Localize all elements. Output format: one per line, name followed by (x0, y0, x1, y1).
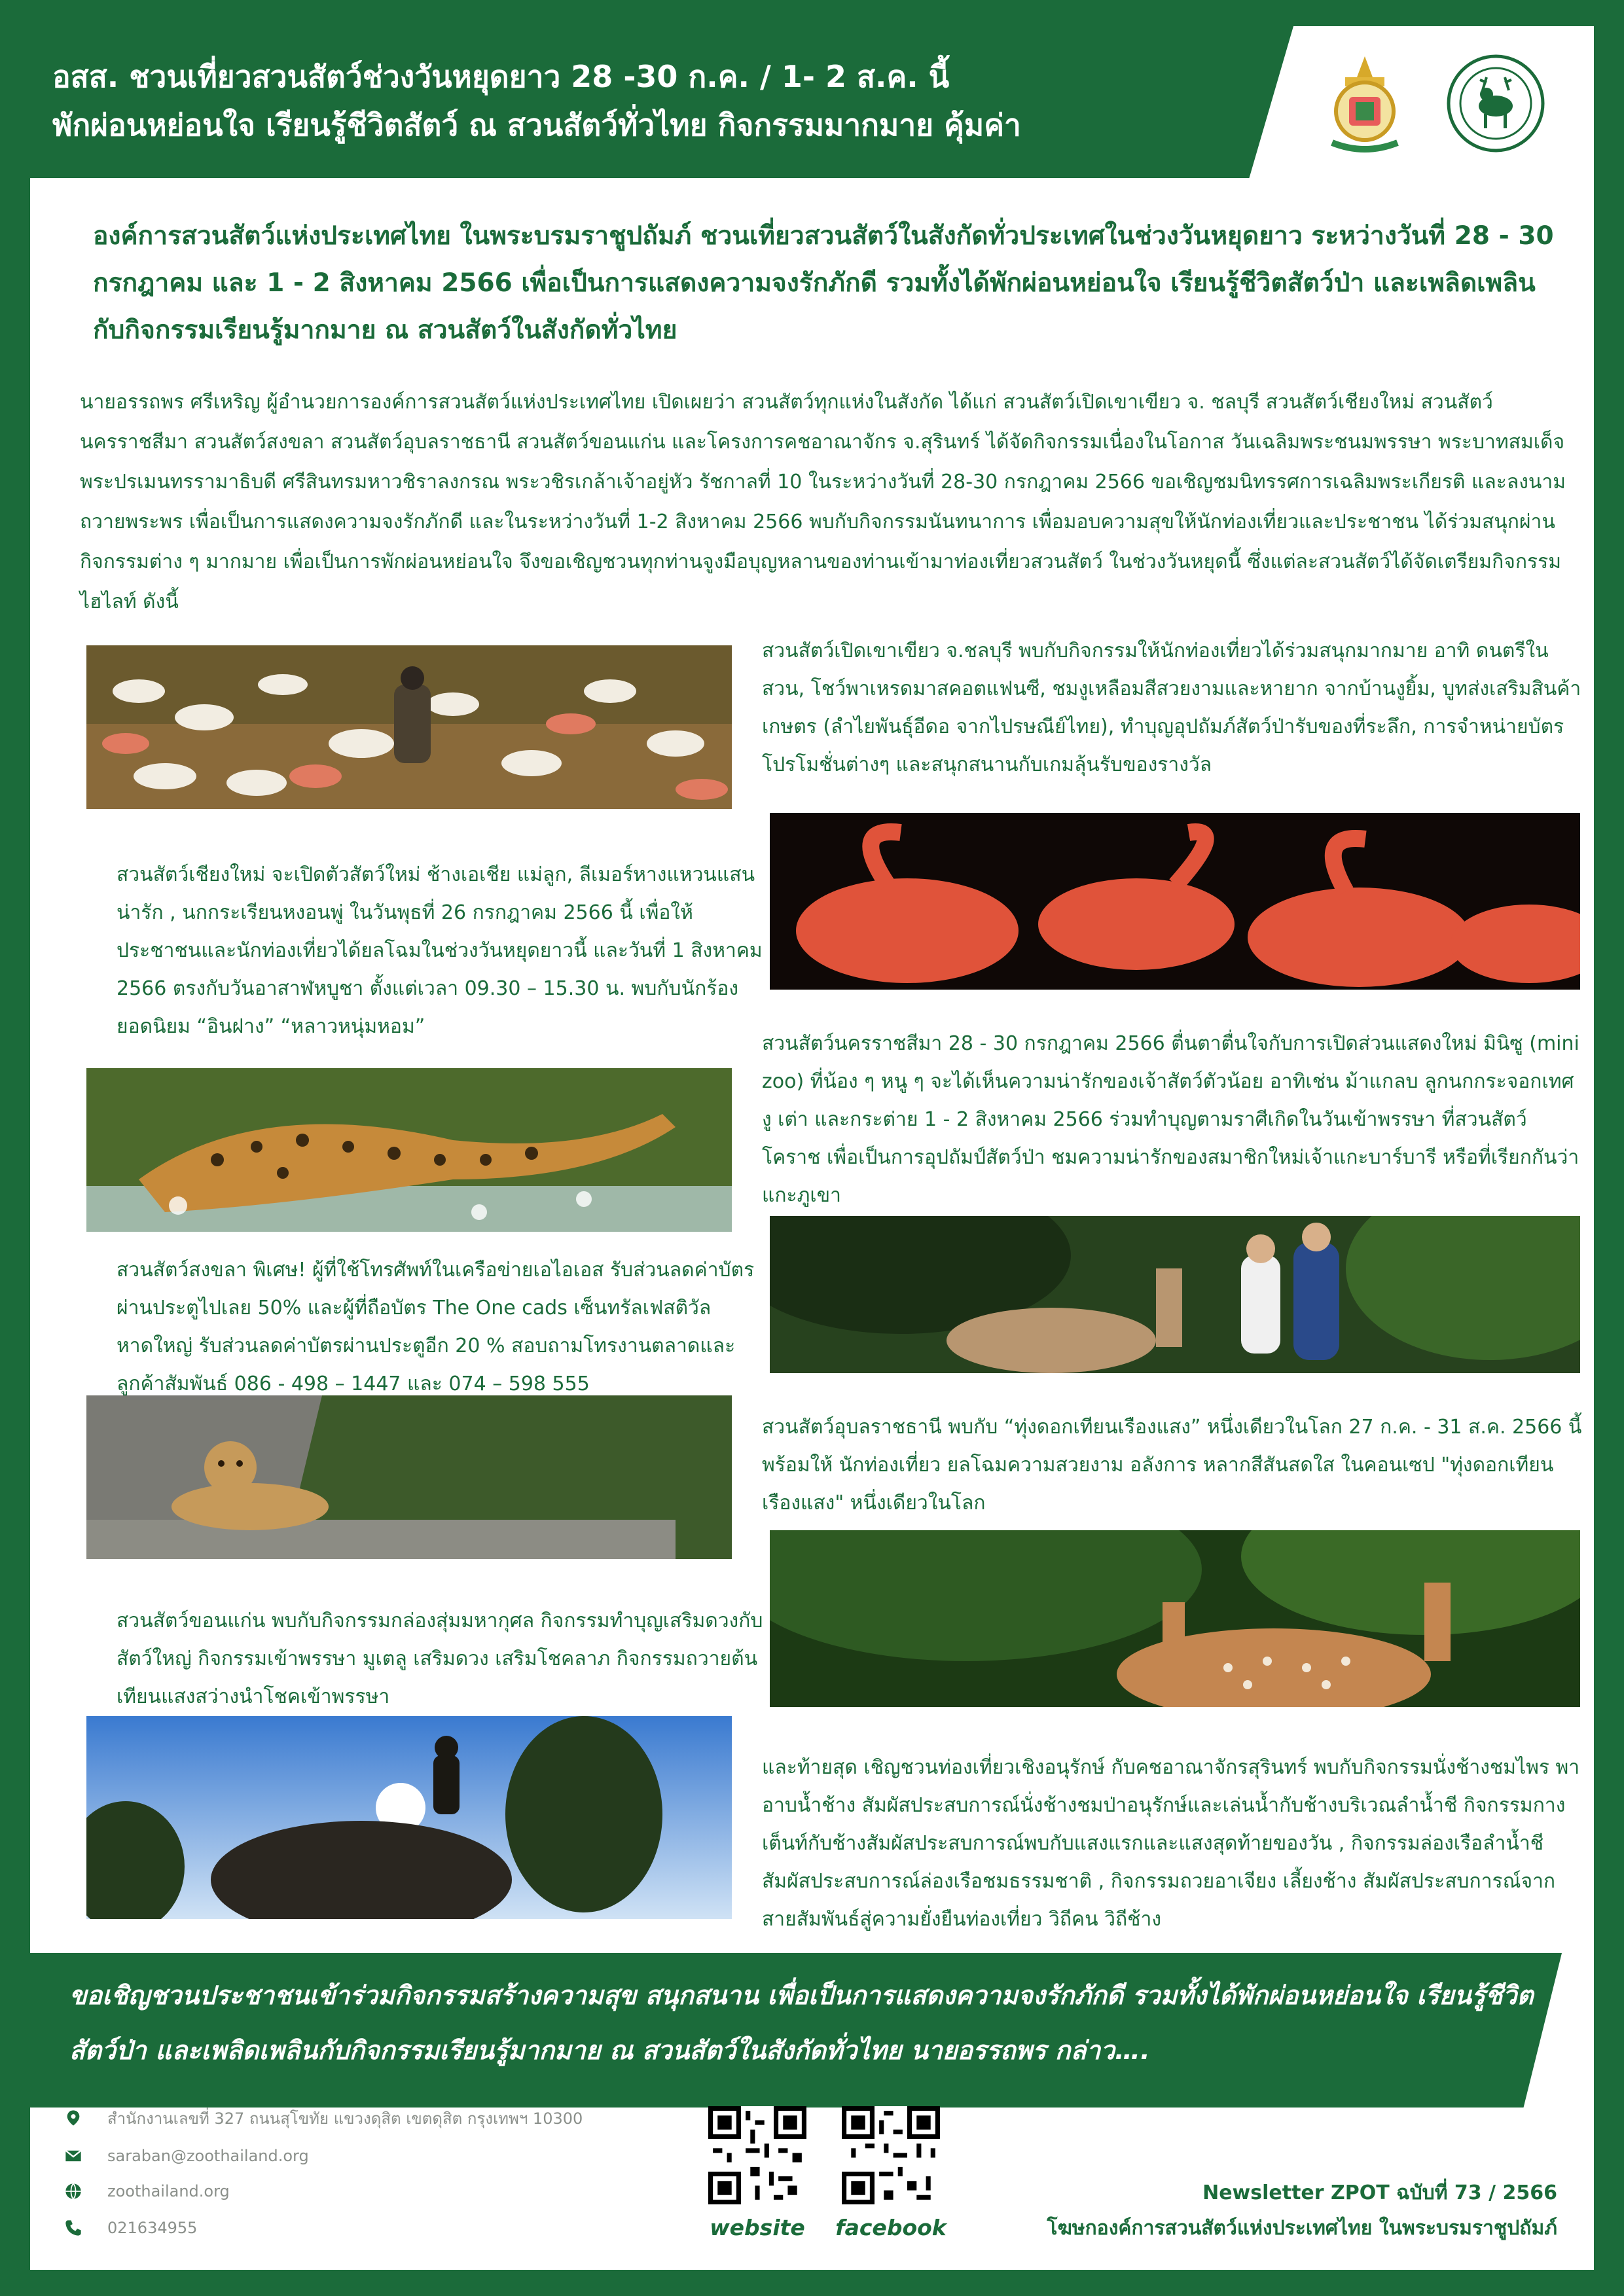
pelicans-photo (86, 645, 732, 809)
header-title-line-2: พักผ่อนหย่อนใจ เรียนรู้ชีวิตสัตว์ ณ สวนสัตว์ทั่วไทย กิจกรรมมากมาย คุ้มค่า (52, 107, 1021, 143)
email-text[interactable]: saraban@zoothailand.org (107, 2147, 309, 2165)
ubon-section: สวนสัตว์อุบลราชธานี พบกับ “ทุ่งดอกเทียนเรืองแสง” หนึ่งเดียวในโลก 27 ก.ค. - 31 ส.ค. 2566 นี้ พร้อมให้ นักท่องเที่ยว ยลโฉมความสวยงาม อลังการ หลากสีสันสดใส ในคอนเซป "ทุ่งดอกเทียนเรืองแสง" หนึ่งเดียวในโลก (762, 1416, 1582, 1515)
header-title (52, 52, 1270, 149)
website-text[interactable]: zoothailand.org (107, 2182, 230, 2200)
location-pin-icon (64, 2109, 82, 2127)
spotted-deer-photo (770, 1530, 1580, 1707)
songkhla-section: สวนสัตว์สงขลา พิเศษ! ผู้ที่ใช้โทรศัพท์ในเครือข่ายเอไอเอส รับส่วนลดค่าบัตรผ่านประตูไปเลย 50% และผู้ที่ถือบัตร The One cads เซ็นทรัลเฟสติวัล หาดใหญ่ รับส่วนลดค่าบัตรผ่านประตูอีก 20 % สอบถามโทรงานตลาดและลูกค้าสัมพันธ์ 086 - 498 – 1447 และ 074 – 598 555 (117, 1259, 755, 1395)
newsletter-credit (1047, 2176, 1557, 2246)
khon-kaen-section: สวนสัตว์ขอนแก่น พบกับกิจกรรมกล่องสุ่มมหากุศล กิจกรรมทำบุญเสริมดวงกับสัตว์ใหญ่ กิจกรรมเข้าพรรษา มูเตลู เสริมดวง เสริมโชคลาภ กิจกรรมถวายต้นเทียนแสงสว่างนำโชคเข้าพรรษา (117, 1609, 763, 1708)
phone-row (64, 2215, 197, 2241)
poster-page (30, 26, 1594, 2270)
newsletter-org: โฆษกองค์การสวนสัตว์แห่งประเทศไทย ในพระบรมราชูปถัมภ์ (1047, 2217, 1557, 2240)
zoo-organization-logo (1443, 51, 1548, 156)
closing-statement: ขอเชิญชวนประชาชนเข้าร่วมกิจกรรมสร้างความสุข สนุกสนาน เพื่อเป็นการแสดงความจงรักภักดี รวมทั้งได้พักผ่อนหย่อนใจ เรียนรู้ชีวิตสัตว์ป่า และเพลิดเพลินกับกิจกรรมเรียนรู้มากมาย ณ สวนสัตว์ในสังกัดทั่วไทย นายอรรถพร กล่าว…. (69, 1981, 1534, 2066)
globe-icon (64, 2182, 82, 2200)
facebook-qr-code[interactable] (842, 2106, 940, 2204)
address-row (64, 2105, 583, 2131)
phone-icon (64, 2219, 82, 2237)
elephant-rider-photo (86, 1716, 732, 1919)
lead-paragraph: นายอรรถพร ศรีเหริญ ผู้อำนวยการองค์การสวนสัตว์แห่งประเทศไทย เปิดเผยว่า สวนสัตว์ทุกแห่งในสังกัด ได้แก่ สวนสัตว์เปิดเขาเขียว จ. ชลบุรี สวนสัตว์เชียงใหม่ สวนสัตว์นครราชสีมา สวนสัตว์สงขลา สวนสัตว์อุบลราชธานี สวนสัตว์ขอนแก่น และโครงการคชอาณาจักร จ.สุรินทร์ ได้จัดกิจกรรมเนื่องในโอกาส วันเฉลิมพระชนมพรรษา พระบาทสมเด็จพระปรเมนทรรามาธิบดี ศรีสินทรมหาวชิราลงกรณ พระวชิรเกล้าเจ้าอยู่หัว รัชกาลที่ 10 ในระหว่างวันที่ 28-30 กรกฎาคม 2566 ขอเชิญชมนิทรรศการเฉลิมพระเกียรติ และลงนามถวายพระพร เพื่อเป็นการแสดงความจงรักภักดี และในระหว่างวันที่ 1-2 สิงหาคม 2566 พบกับกิจกรรมนันทนาการ เพื่อมอบความสุขให้นักท่องเที่ยวและประชาชน ได้ร่วมสนุกผ่านกิจกรรมต่าง ๆ มากมาย เพื่อเป็นการพักผ่อนหย่อนใจ จึงขอเชิญชวนทุกท่านจูงมือบุญหลานของท่านเข้ามาท่องเที่ยวสวนสัตว์ ในช่วงวันหยุดนี้ ซึ่งแต่ละสวนสัตว์ได้จัดเตรียมกิจกรรมไฮไลท์ ดังนี้ (80, 391, 1566, 613)
email-row (64, 2143, 309, 2169)
header-title-line-1: อสส. ชวนเที่ยวสวนสัตว์ช่วงวันหยุดยาว 28 -30 ก.ค. / 1- 2 ส.ค. นี้ (52, 59, 950, 94)
address-text: สำนักงานเลขที่ 327 ถนนสุโขทัย แขวงดุสิต เขตดุสิต กรุงเทพฯ 10300 (107, 2109, 583, 2128)
website-qr-label: website (710, 2215, 805, 2240)
jaguar-photo (86, 1068, 732, 1232)
website-row (64, 2178, 230, 2204)
intro-headline: องค์การสวนสัตว์แห่งประเทศไทย ในพระบรมราชูปถัมภ์ ชวนเที่ยวสวนสัตว์ในสังกัดทั่วประเทศในช่วงวันหยุดยาว ระหว่างวันที่ 28 - 30 กรกฎาคม และ 1 - 2 สิงหาคม 2566 เพื่อเป็นการแสดงความจงรักภักดี รวมทั้งได้พักผ่อนหย่อนใจ เรียนรู้ชีวิตสัตว์ป่า และเพลิดเพลินกับกิจกรรมเรียนรู้มากมาย ณ สวนสัตว์ในสังกัดทั่วไทย (93, 221, 1554, 345)
flamingo-photo (770, 813, 1580, 990)
royal-emblem-logo (1312, 51, 1417, 156)
nakhon-ratchasima-section: สวนสัตว์นครราชสีมา 28 - 30 กรกฎาคม 2566 ตื่นตาตื่นใจกับการเปิดส่วนแสดงใหม่ มินิซู (mini zoo) ที่น้อง ๆ หนู ๆ จะได้เห็นความน่ารักของเจ้าสัตว์ตัวน้อย อาทิเช่น ม้าแกลบ ลูกนกกระจอกเทศ งู เต่า และกระต่าย 1 - 2 สิงหาคม 2566 ร่วมทำบุญตามราศีเกิดในวันเข้าพรรษา ที่สวนสัตว์โคราช เพื่อเป็นการอุปถัมป์สัตว์ป่า ชมความน่ารักของสมาชิกใหม่เจ้าแกะบาร์บารี หรือที่เรียกกันว่าแกะภูเขา (762, 1032, 1579, 1207)
khao-kheow-section: สวนสัตว์เปิดเขาเขียว จ.ชลบุรี พบกับกิจกรรมให้นักท่องเที่ยวได้ร่วมสนุกมากมาย อาทิ ดนตรีในสวน, โชว์พาเหรดมาสคอตแฟนซี, ชมงูเหลือมสีสวยงามและหายาก จากบ้านงูยิ้ม, บูทส่งเสริมสินค้าเกษตร (ลำไยพันธุ์อีดอ จากไปรษณีย์ไทย), ทำบุญอุปถัมภ์สัตว์ป่ารับของที่ระลึก, การจำหน่ายบัตรโปรโมชั่นต่างๆ และสนุกสนานกับเกมลุ้นรับของรางวัล (762, 639, 1581, 776)
mail-icon (64, 2147, 82, 2165)
chiang-mai-section: สวนสัตว์เชียงใหม่ จะเปิดตัวสัตว์ใหม่ ช้างเอเชีย แม่ลูก, ลีเมอร์หางแหวนแสนน่ารัก , นกกระเรียนหงอนพู่ ในวันพุธที่ 26 กรกฎาคม 2566 นี้ เพื่อให้ประชาชนและนักท่องเที่ยวได้ยลโฉมในช่วงวันหยุดยาวนี้ และวันที่ 1 สิงหาคม 2566 ตรงกับวันอาสาฬหบูชา ตั้งแต่เวลา 09.30 – 15.30 น. พบกับนักร้องยอดนิยม “อินฝาง” “หลาวหนุ่มหอม” (117, 863, 763, 1038)
newsletter-issue: Newsletter ZPOT ฉบับที่ 73 / 2566 (1202, 2181, 1557, 2204)
lion-cub-photo (86, 1395, 732, 1559)
phone-text: 021634955 (107, 2219, 198, 2237)
website-qr-code[interactable] (708, 2106, 806, 2204)
deer-feeding-photo (770, 1216, 1580, 1373)
surin-section: และท้ายสุด เชิญชวนท่องเที่ยวเชิงอนุรักษ์ กับคชอาณาจักรสุรินทร์ พบกับกิจกรรมนั่งช้างชมไพร พาอาบน้ำช้าง สัมผัสประสบการณ์นั่งช้างชมป่าอนุรักษ์และเล่นน้ำกับช้างบริเวณลำน้ำชี กิจกรรมกางเต็นท์กับช้างสัมผัสประสบการณ์พบกับแสงแรกและแสงสุดท้ายของวัน , กิจกรรมล่องเรือลำน้ำชีสัมผัสประสบการณ์ล่องเรือชมธรรมชาติ , กิจกรรมถวยอาเจียง เลี้ยงช้าง สัมผัสประสบการณ์จากสายสัมพันธ์สู่ความยั่งยืนท่องเที่ยว วิถีคน วิถีช้าง (762, 1756, 1580, 1931)
logo-group (1312, 45, 1561, 162)
facebook-qr-label: facebook (835, 2215, 947, 2240)
